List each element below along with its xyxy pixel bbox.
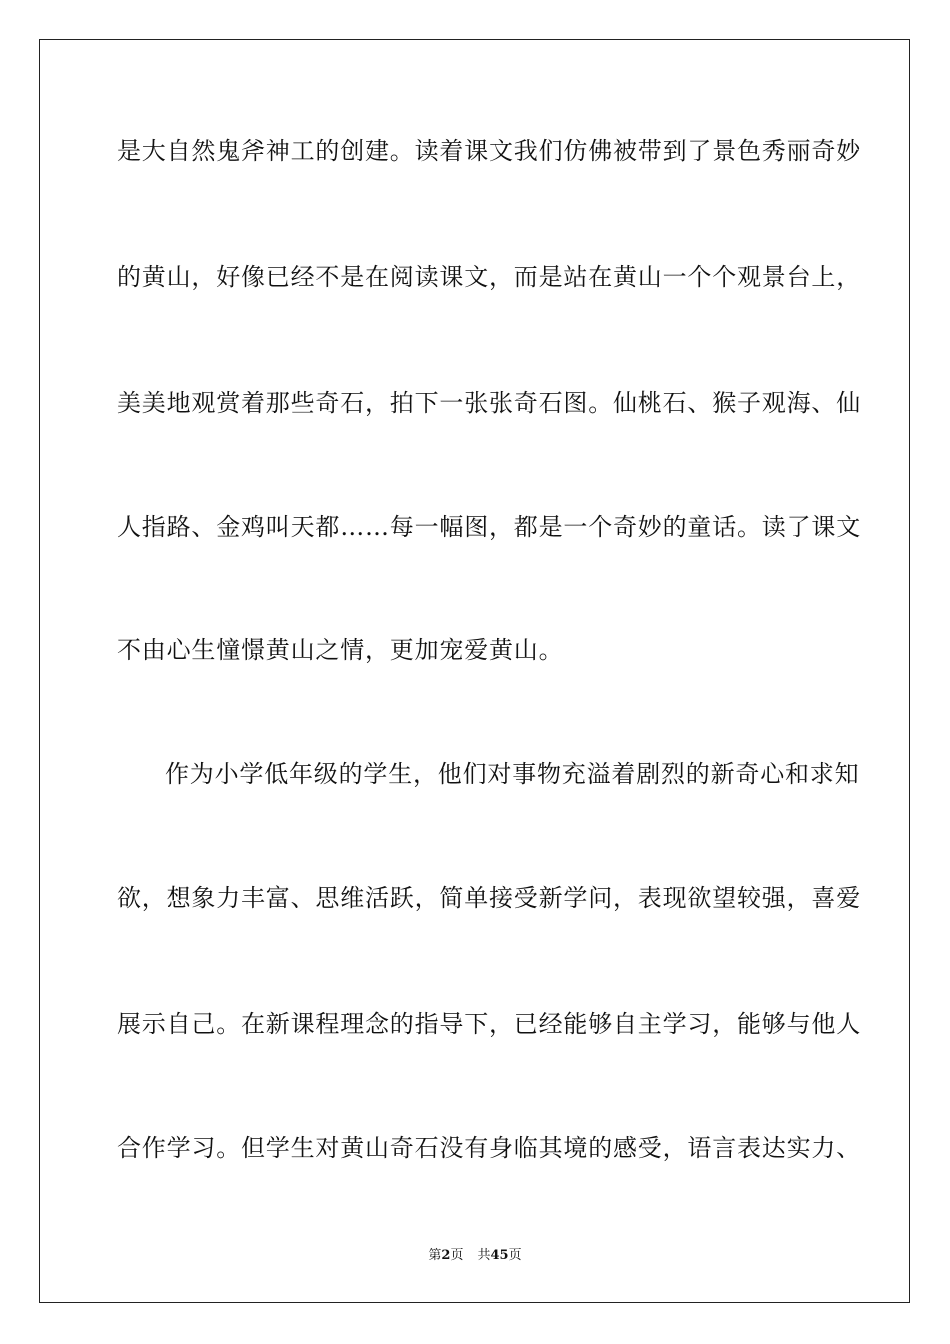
text-line-9: 合作学习。但学生对黄山奇石没有身临其境的感受，语言表达实力、 [117, 1134, 861, 1162]
text-line-2: 的黄山，好像已经不是在阅读课文，而是站在黄山一个个观景台上， [117, 263, 861, 291]
text-line-7: 欲，想象力丰富、思维活跃，简单接受新学问，表现欲望较强，喜爱 [117, 884, 861, 912]
page-number: 2 [441, 1248, 451, 1263]
total-prefix: 共 [477, 1248, 491, 1263]
page-prefix: 第 [428, 1248, 442, 1263]
text-line-8: 展示自己。在新课程理念的指导下，已经能够自主学习，能够与他人 [117, 1010, 861, 1038]
page-suffix: 页 [450, 1248, 464, 1263]
total-suffix: 页 [508, 1248, 522, 1263]
page-footer [0, 1247, 950, 1265]
text-line-5: 不由心生憧憬黄山之情，更加宠爱黄山。 [117, 636, 564, 664]
text-line-1: 是大自然鬼斧神工的创建。读着课文我们仿佛被带到了景色秀丽奇妙 [117, 137, 861, 165]
page-border [39, 39, 910, 1303]
text-line-4: 人指路、金鸡叫天都……每一幅图，都是一个奇妙的童话。读了课文 [117, 513, 861, 541]
paragraph-start-line: 作为小学低年级的学生，他们对事物充溢着剧烈的新奇心和求知 [165, 760, 860, 788]
text-line-3: 美美地观赏着那些奇石，拍下一张张奇石图。仙桃石、猴子观海、仙 [117, 389, 861, 417]
total-pages: 45 [490, 1248, 509, 1263]
